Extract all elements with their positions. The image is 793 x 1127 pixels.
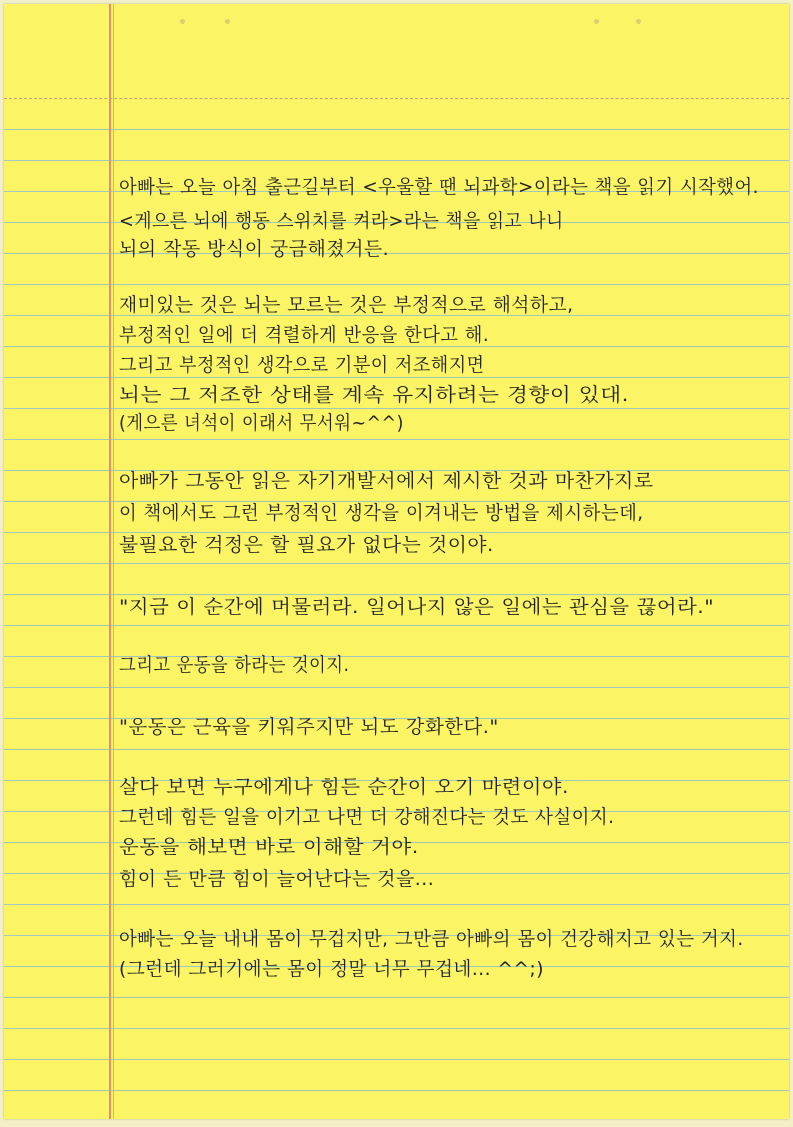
text-line: (게으른 녀석이 이래서 무서워~^^) <box>119 412 404 434</box>
text-line: 그런데 힘든 일을 이기고 나면 더 강해진다는 것도 사실이지. <box>119 806 615 828</box>
text-line: 불필요한 걱정은 할 필요가 없다는 것이야. <box>119 534 494 556</box>
text-line: 재미있는 것은 뇌는 모르는 것은 부정적으로 해석하고, <box>119 294 574 316</box>
margin-line <box>109 4 111 1119</box>
margin-line-inner <box>113 4 114 1119</box>
text-line: 뇌의 작동 방식이 궁금해졌거든. <box>119 238 390 260</box>
text-line: 그리고 운동을 하라는 것이지. <box>119 654 350 676</box>
text-line: 아빠가 그동안 읽은 자기개발서에서 제시한 것과 마찬가지로 <box>119 470 654 492</box>
text-line: 살다 보면 누구에게나 힘든 순간이 오기 마련이야. <box>119 776 569 798</box>
binding-hole <box>225 19 230 24</box>
binding-hole <box>636 19 641 24</box>
text-line: (그런데 그러기에는 몸이 정말 너무 무겁네... ^^;) <box>119 958 544 980</box>
text-line: 운동을 해보면 바로 이해할 거야. <box>119 836 419 858</box>
quote-line: "지금 이 순간에 머물러라. 일어나지 않은 일에는 관심을 끊어라." <box>119 596 715 618</box>
header-rule <box>4 98 789 99</box>
text-line: 부정적인 일에 더 격렬하게 반응을 한다고 해. <box>119 324 490 346</box>
text-line: <게으른 뇌에 행동 스위치를 켜라>라는 책을 읽고 나니 <box>119 210 564 232</box>
text-line: 이 책에서도 그런 부정적인 생각을 이겨내는 방법을 제시하는데, <box>119 502 644 524</box>
text-line: 아빠는 오늘 아침 출근길부터 <우울할 땐 뇌과학>이라는 책을 읽기 시작했어. <box>119 176 759 198</box>
legal-pad-page <box>4 4 789 1119</box>
text-line: 아빠는 오늘 내내 몸이 무겁지만, 그만큼 아빠의 몸이 건강해지고 있는 거지. <box>119 928 744 950</box>
binding-hole <box>180 19 185 24</box>
binding-hole <box>594 19 599 24</box>
text-line: 뇌는 그 저조한 상태를 계속 유지하려는 경향이 있대. <box>119 384 630 406</box>
text-line: 힘이 든 만큼 힘이 늘어난다는 것을... <box>119 868 435 890</box>
text-line: 그리고 부정적인 생각으로 기분이 저조해지면 <box>119 354 485 376</box>
page-header-band <box>4 4 789 99</box>
quote-line: "운동은 근육을 키워주지만 뇌도 강화한다." <box>119 716 499 738</box>
